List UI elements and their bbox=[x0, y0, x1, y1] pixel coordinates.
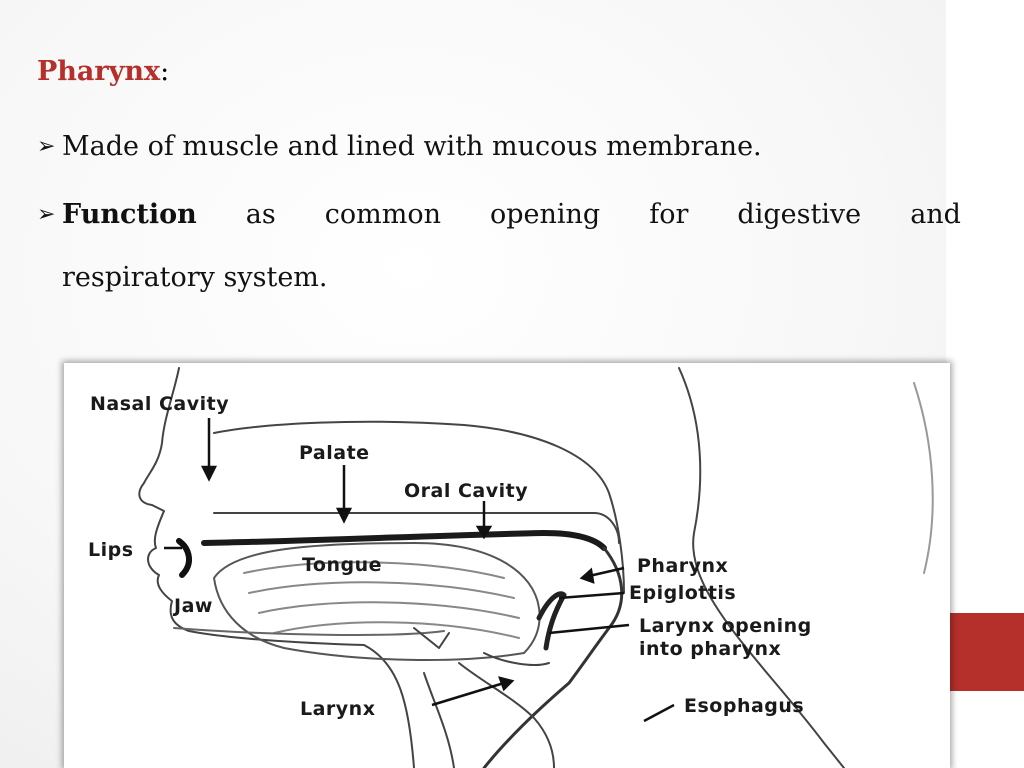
bullet-2-lead: Function bbox=[62, 199, 197, 230]
bullet-2-word: as bbox=[245, 199, 276, 230]
head-neck-sagittal-drawing bbox=[64, 363, 950, 768]
bullet-arrow-icon: ➢ bbox=[37, 134, 56, 159]
bullet-1 bbox=[37, 131, 762, 162]
accent-bar bbox=[948, 613, 1024, 691]
label-larynx-opening-line-2: into pharynx bbox=[639, 638, 782, 660]
bullet-1-text: Made of muscle and lined with mucous membrane. bbox=[62, 131, 762, 162]
label-nasal-cavity: Nasal Cavity bbox=[90, 393, 230, 415]
label-lips: Lips bbox=[88, 539, 134, 561]
label-palate: Palate bbox=[299, 442, 370, 464]
title-colon: : bbox=[160, 56, 170, 87]
bullet-2-word: common bbox=[324, 199, 441, 230]
bullet-2-word: digestive bbox=[737, 199, 862, 230]
label-esophagus: Esophagus bbox=[684, 695, 805, 717]
label-epiglottis: Epiglottis bbox=[629, 582, 737, 604]
slide-title bbox=[37, 56, 169, 87]
label-larynx-opening-line-1: Larynx opening bbox=[639, 615, 812, 637]
bullet-2-word: for bbox=[649, 199, 689, 230]
bullet-arrow-icon: ➢ bbox=[37, 202, 56, 227]
label-oral-cavity: Oral Cavity bbox=[404, 480, 529, 502]
label-pharynx: Pharynx bbox=[637, 555, 729, 577]
label-larynx: Larynx bbox=[300, 698, 376, 720]
pharynx-anatomy-figure bbox=[64, 363, 950, 768]
label-tongue: Tongue bbox=[302, 554, 383, 576]
bullet-2-word: opening bbox=[490, 199, 601, 230]
bullet-2-continuation: respiratory system. bbox=[62, 262, 328, 293]
bullet-2-word: and bbox=[910, 199, 961, 230]
label-jaw: Jaw bbox=[174, 595, 213, 617]
title-word: Pharynx bbox=[37, 56, 161, 87]
bullet-2 bbox=[37, 199, 961, 230]
